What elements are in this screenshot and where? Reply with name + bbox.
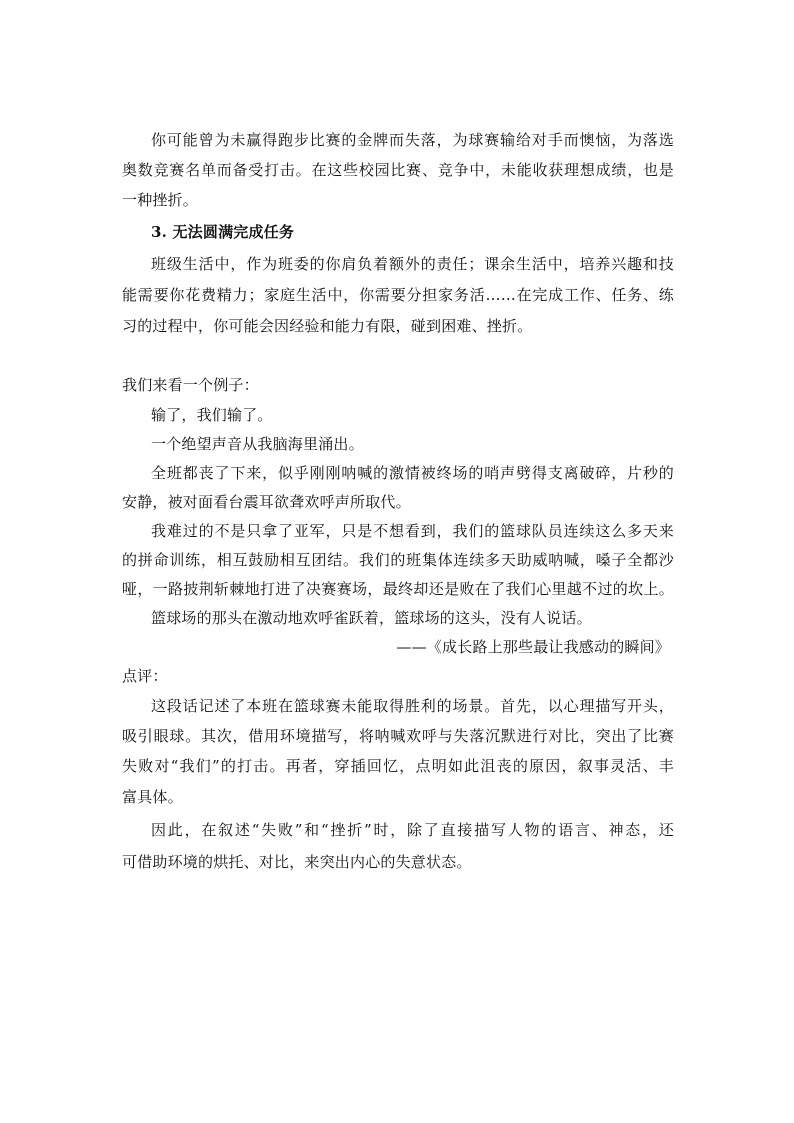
- paragraph-line: 班级生活中，作为班委的你肩负着额外的责任；课余生活中，培养兴趣和技: [151, 255, 674, 273]
- example-line: 输了，我们输了。: [151, 406, 273, 424]
- comment-label: 点评：: [122, 667, 168, 685]
- example-line: 我难过的不是只拿了亚军，只是不想看到，我们的篮球队员连续这么多天来: [151, 522, 674, 540]
- paragraph-line: 习的过程中，你可能会因经验和能力有限，碰到困难、挫折。: [122, 317, 533, 335]
- paragraph-line: 能需要你花费精力；家庭生活中，你需要分担家务活……在完成工作、任务、练: [122, 286, 674, 304]
- example-line: 篮球场的那头在激动地欢呼雀跃着，篮球场的这头，没有人说话。: [151, 609, 592, 627]
- example-intro: 我们来看一个例子：: [122, 376, 259, 394]
- comment-line: 富具体。: [122, 788, 183, 806]
- comment-line: 这段话记述了本班在篮球赛未能取得胜利的场景。首先，以心理描写开头，: [151, 697, 674, 715]
- example-source: ——《成长路上那些最让我感动的瞬间》: [396, 638, 670, 656]
- example-line: 安静，被对面看台震耳欲聋欢呼声所取代。: [122, 493, 411, 511]
- example-line: 一个绝望声音从我脑海里涌出。: [151, 435, 364, 453]
- example-line: 的拼命训练，相互鼓励相互团结。我们的班集体连续多天助威呐喊，嗓子全都沙: [122, 551, 674, 569]
- example-line: 全班都丧了下来，似乎刚刚呐喊的激情被终场的哨声劈得支离破碎，片秒的: [151, 464, 674, 482]
- comment-line: 吸引眼球。其次，借用环境描写，将呐喊欢呼与失落沉默进行对比，突出了比赛: [122, 727, 674, 745]
- section-heading: 3. 无法圆满完成任务: [151, 223, 295, 241]
- example-line: 哑，一路披荆斩棘地打进了决赛赛场，最终却还是败在了我们心里越不过的坎上。: [122, 580, 674, 598]
- paragraph-line: 一种挫折。: [122, 191, 199, 209]
- comment-line: 失败对“我们”的打击。再者，穿插回忆，点明如此沮丧的原因，叙事灵活、丰: [122, 757, 674, 775]
- paragraph-line: 奥数竞赛名单而备受打击。在这些校园比赛、竞争中，未能收获理想成绩，也是: [122, 161, 674, 179]
- comment-line: 因此，在叙述“失败”和“挫折”时，除了直接描写人物的语言、神态，还: [151, 821, 674, 839]
- paragraph-line: 你可能曾为未赢得跑步比赛的金牌而失落，为球赛输给对手而懊恼，为落选: [151, 131, 674, 149]
- comment-line: 可借助环境的烘托、对比，来突出内心的失意状态。: [122, 853, 472, 871]
